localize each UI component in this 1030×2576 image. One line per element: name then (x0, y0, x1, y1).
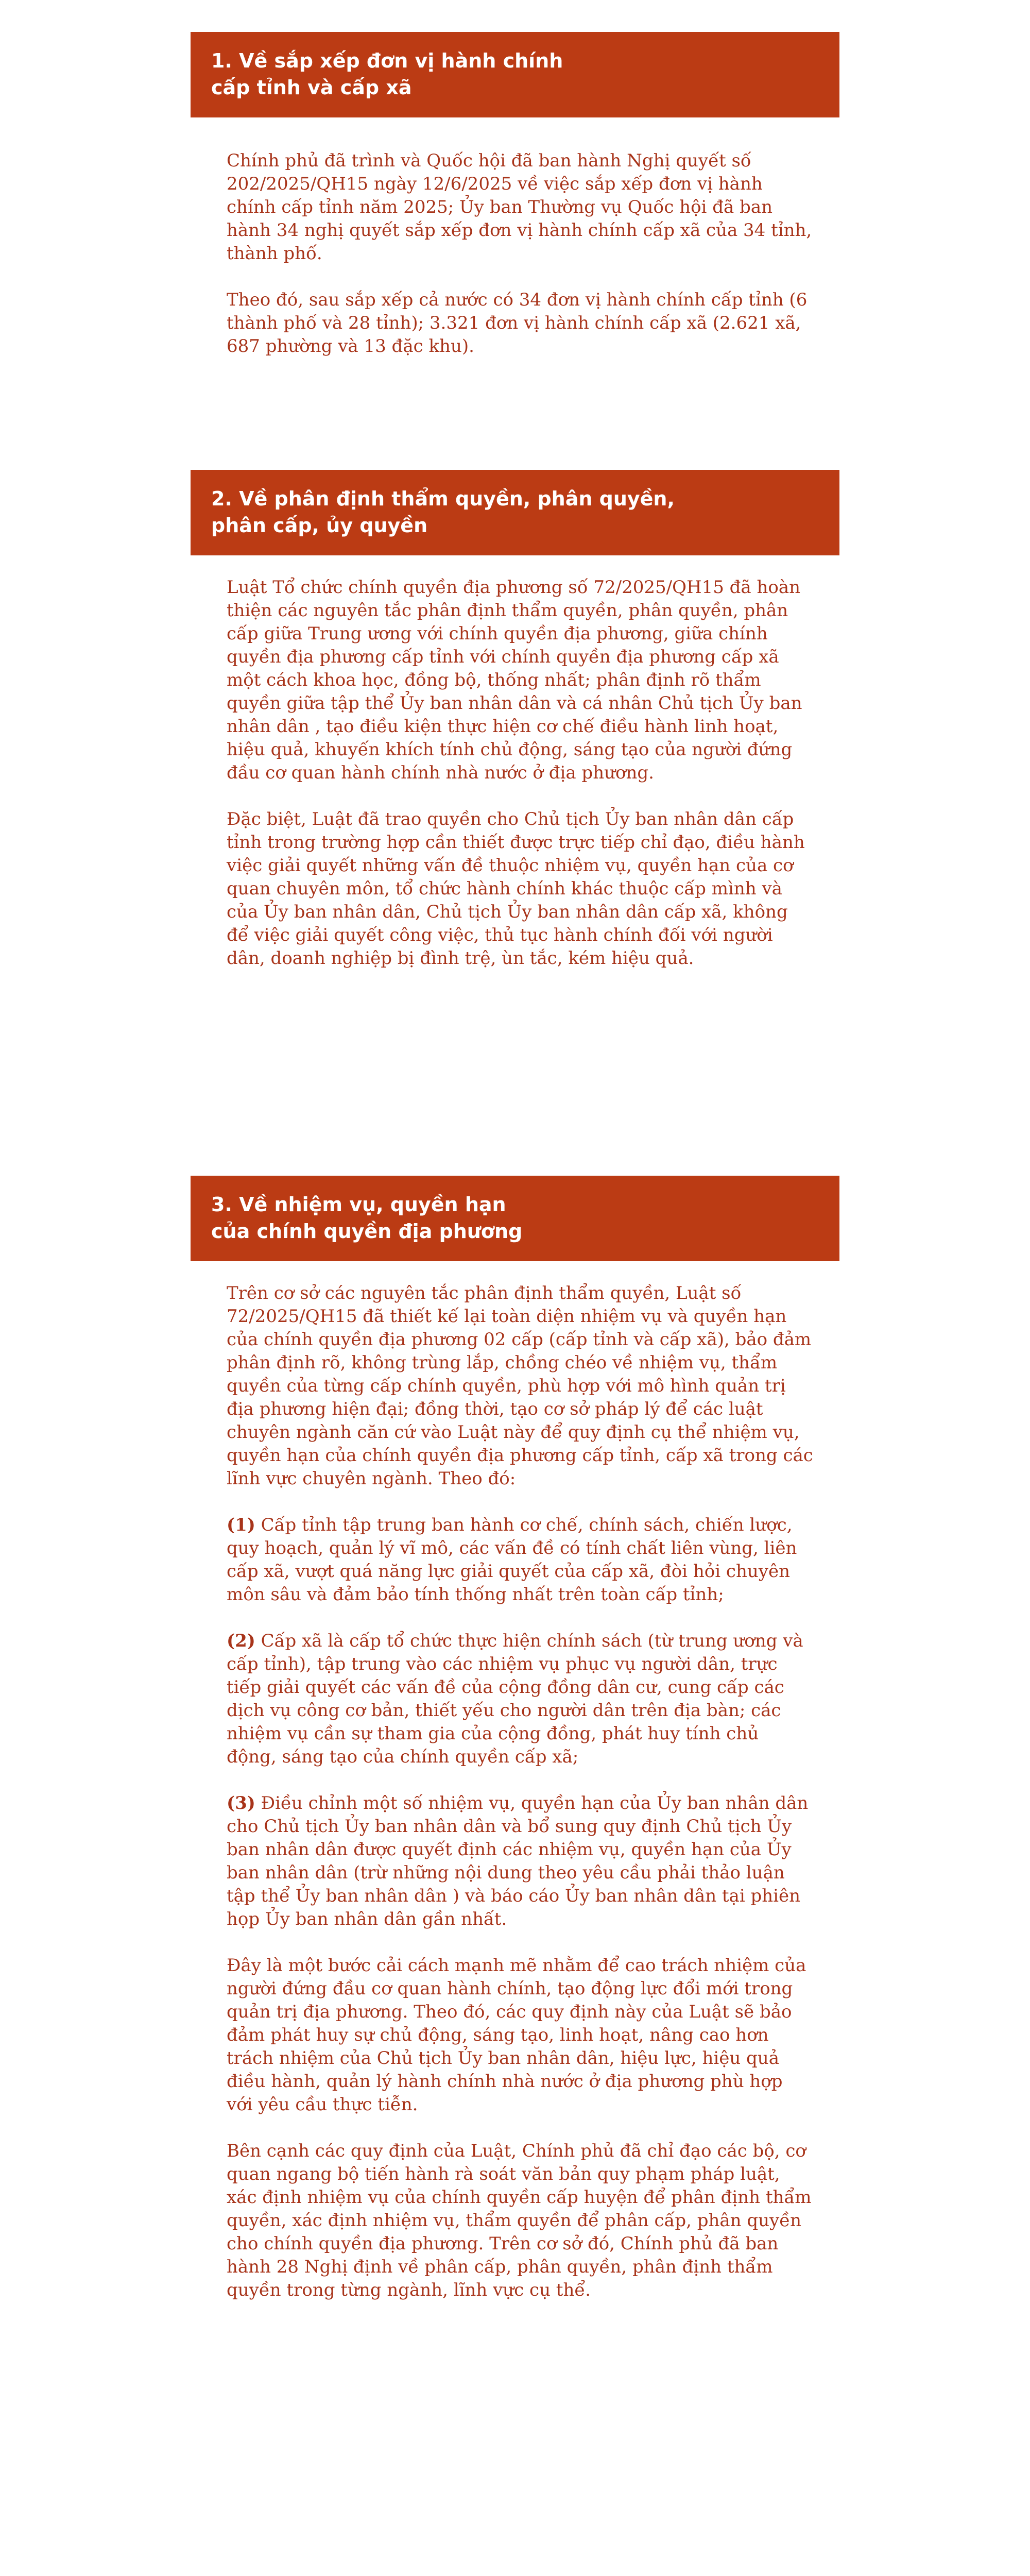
section-2-title-line-2: phân cấp, ủy quyền (211, 514, 428, 537)
section-1-paragraph-2: Theo đó, sau sắp xếp cả nước có 34 đơn vị hành chính cấp tỉnh (6 thành phố và 28 tỉnh); 3.321 đơn vị hành chính cấp xã (2.621 xã, 687 phường và 13 đặc khu). (227, 290, 808, 357)
section-1-title-line-1: 1. Về sắp xếp đơn vị hành chính (211, 49, 563, 72)
section-2-title-line-1: 2. Về phân định thẩm quyền, phân quyền, (211, 487, 675, 510)
section-3-paragraph-3: (2) Cấp xã là cấp tổ chức thực hiện chính sách (từ trung ương và cấp tỉnh), tập trung vào các nhiệm vụ phục vụ người dân, trực tiếp giải quyết các vấn đề của cộng đồng dân cư, cung cấp các dịch vụ công cơ bản, thiết yếu cho người dân trên địa bàn; các nhiệm vụ cần sự tham gia của cộng đồng, phát huy tính chủ động, sáng tạo của chính quyền cấp xã; (227, 1631, 803, 1767)
section-3-paragraph-5: Đây là một bước cải cách mạnh mẽ nhằm để cao trách nhiệm của người đứng đầu cơ quan hành chính, tạo động lực đổi mới trong quản trị địa phương. Theo đó, các quy định này của Luật sẽ bảo đảm phát huy sự chủ động, sáng tạo, linh hoạt, nâng cao hơn trách nhiệm của Chủ tịch Ủy ban nhân dân, hiệu lực, hiệu quả điều hành, quản lý hành chính nhà nước ở địa phương phù hợp với yêu cầu thực tiễn. (227, 1955, 806, 2115)
list-marker: (3) (227, 1793, 255, 1814)
section-3-paragraph-6: Bên cạnh các quy định của Luật, Chính phủ đã chỉ đạo các bộ, cơ quan ngang bộ tiến hành rà soát văn bản quy phạm pháp luật, xác định nhiệm vụ của chính quyền cấp huyện để phân định thẩm quyền, xác định nhiệm vụ, thẩm quyền để phân cấp, phân quyền cho chính quyền địa phương. Trên cơ sở đó, Chính phủ đã ban hành 28 Nghị định về phân cấp, phân quyền, phân định thẩm quyền trong từng ngành, lĩnh vực cụ thể. (227, 2141, 812, 2300)
section-1-title-line-2: cấp tỉnh và cấp xã (211, 76, 412, 99)
section-3-header (191, 1176, 839, 1261)
section-3-paragraph-2: (1) Cấp tỉnh tập trung ban hành cơ chế, chính sách, chiến lược, quy hoạch, quản lý vĩ mô, các vấn đề có tính chất liên vùng, liên cấp xã, vượt quá năng lực giải quyết của cấp xã, đòi hỏi chuyên môn sâu và đảm bảo tính thống nhất trên toàn cấp tỉnh; (227, 1515, 797, 1605)
section-2-body (227, 576, 814, 970)
section-3-title-line-1: 3. Về nhiệm vụ, quyền hạn (211, 1193, 506, 1216)
section-1-paragraph-1: Chính phủ đã trình và Quốc hội đã ban hành Nghị quyết số 202/2025/QH15 ngày 12/6/2025 về việc sắp xếp đơn vị hành chính cấp tỉnh năm 2025; Ủy ban Thường vụ Quốc hội đã ban hành 34 nghị quyết sắp xếp đơn vị hành chính cấp xã của 34 tỉnh, thành phố. (227, 150, 812, 264)
section-3-paragraph-4: (3) Điều chỉnh một số nhiệm vụ, quyền hạn của Ủy ban nhân dân cho Chủ tịch Ủy ban nhân dân và bổ sung quy định Chủ tịch Ủy ban nhân dân được quyết định các nhiệm vụ, quyền hạn của Ủy ban nhân dân (trừ những nội dung theo yêu cầu phải thảo luận tập thể Ủy ban nhân dân ) và báo cáo Ủy ban nhân dân tại phiên họp Ủy ban nhân dân gần nhất. (227, 1793, 809, 1929)
section-1-header (191, 32, 839, 117)
section-3-body (227, 1282, 814, 2302)
section-2-header (191, 470, 839, 555)
section-2-paragraph-1: Luật Tổ chức chính quyền địa phương số 72/2025/QH15 đã hoàn thiện các nguyên tắc phân định thẩm quyền, phân quyền, phân cấp giữa Trung ương với chính quyền địa phương, giữa chính quyền địa phương cấp tỉnh với chính quyền địa phương cấp xã một cách khoa học, đồng bộ, thống nhất; phân định rõ thẩm quyền giữa tập thể Ủy ban nhân dân và cá nhân Chủ tịch Ủy ban nhân dân , tạo điều kiện thực hiện cơ chế điều hành linh hoạt, hiệu quả, khuyến khích tính chủ động, sáng tạo của người đứng đầu cơ quan hành chính nhà nước ở địa phương. (227, 577, 802, 783)
list-marker: (2) (227, 1631, 255, 1651)
list-marker: (1) (227, 1515, 255, 1535)
section-3-paragraph-1: Trên cơ sở các nguyên tắc phân định thẩm quyền, Luật số 72/2025/QH15 đã thiết kế lại toàn diện nhiệm vụ và quyền hạn của chính quyền địa phương 02 cấp (cấp tỉnh và cấp xã), bảo đảm phân định rõ, không trùng lắp, chồng chéo về nhiệm vụ, thẩm quyền của từng cấp chính quyền, phù hợp với mô hình quản trị địa phương hiện đại; đồng thời, tạo cơ sở pháp lý để các luật chuyên ngành căn cứ vào Luật này để quy định cụ thể nhiệm vụ, quyền hạn của chính quyền địa phương cấp tỉnh, cấp xã trong các lĩnh vực chuyên ngành. Theo đó: (227, 1283, 813, 1489)
section-2-paragraph-2: Đặc biệt, Luật đã trao quyền cho Chủ tịch Ủy ban nhân dân cấp tỉnh trong trường hợp cần thiết được trực tiếp chỉ đạo, điều hành việc giải quyết những vấn đề thuộc nhiệm vụ, quyền hạn của cơ quan chuyên môn, tổ chức hành chính khác thuộc cấp mình và của Ủy ban nhân dân, Chủ tịch Ủy ban nhân dân cấp xã, không để việc giải quyết công việc, thủ tục hành chính đối với người dân, doanh nghiệp bị đình trệ, ùn tắc, kém hiệu quả. (227, 809, 805, 969)
section-3-title-line-2: của chính quyền địa phương (211, 1220, 523, 1243)
section-1-body (227, 149, 814, 358)
